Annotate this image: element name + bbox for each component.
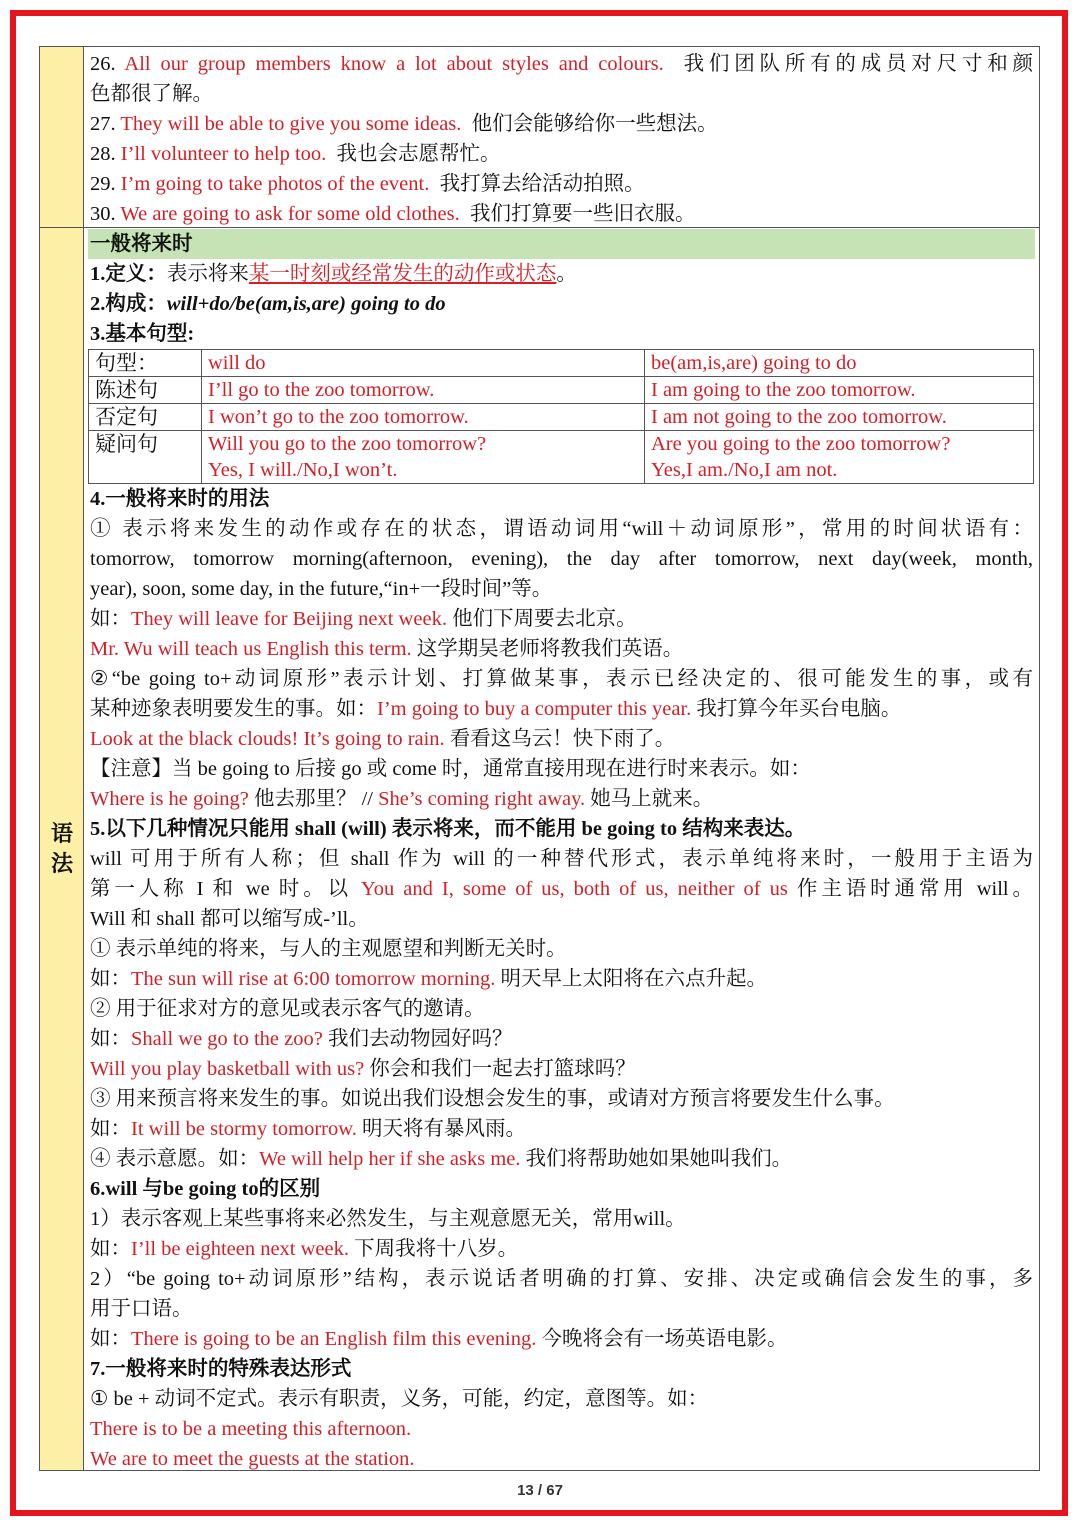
text-line: ②“be going to+动词原形”表示计划、打算做某事，表示已经决定的、很可能发生的事，或有 [90,668,1033,690]
content-table [39,46,1040,1471]
table-cell: Will you go to the zoo tomorrow? Yes, I will./No,I won’t. [202,431,645,484]
text-line: 2）“be going to+动词原形”结构，表示说话者明确的打算、安排、决定或确信会发生的事，多 [90,1268,1033,1290]
side-column [40,47,84,1470]
table-cell: Are you going to the zoo tomorrow? Yes,I am./No,I am not. [645,431,1034,484]
table-cell: be(am,is,are) going to do [645,350,1034,377]
table-row [89,404,1034,431]
text-line: ① 表示将来发生的动作或存在的状态，谓语动词用“will＋动词原形”，常用的时间状语有： [90,518,1033,540]
text-line: 1）表示客观上某些事将来必然发生，与主观意愿无关，常用will。 [90,1208,686,1230]
section-7-title: 7.一般将来时的特殊表达形式 [90,1358,352,1380]
grammar-section [90,229,1033,1474]
example-line: Will you play basketball with us? 你会和我们一起去打篮球吗？ [90,1058,636,1080]
example-line: 如：They will leave for Beijing next week. 他们下周要去北京。 [90,608,637,630]
table-cell: 否定句 [89,404,202,431]
section-5-title: 5.以下几种情况只能用 shall (will) 表示将来，而不能用 be going to 结构来表达。 [90,818,806,840]
vocab-section [90,49,1033,229]
text-line: ① be + 动词不定式。表示有职责，义务，可能，约定，意图等。如： [90,1388,709,1410]
example-line: We are to meet the guests at the station. [90,1448,415,1470]
vocab-line-30: 30. We are going to ask for some old clothes. 我们打算要一些旧衣服。 [90,203,696,225]
text-line: ② 用于征求对方的意见或表示客气的邀请。 [90,998,485,1020]
text-line: tomorrow, tomorrow morning(afternoon, evening), the day after tomorrow, next day(week, month, [90,548,1033,570]
table-row [89,431,1034,484]
example-line: 如：It will be stormy tomorrow. 明天将有暴风雨。 [90,1118,526,1140]
side-label-grammar: 语 法 [50,821,73,877]
table-cell: I won’t go to the zoo tomorrow. [202,404,645,431]
example-line: There is to be a meeting this afternoon. [90,1418,412,1440]
basic-pattern-label: 3.基本句型: [90,323,195,345]
text-line: year), soon, some day, in the future,“in+一段时间”等。 [90,578,553,600]
section-6-title: 6.will 与be going to的区别 [90,1178,321,1200]
text-line: ③ 用来预言将来发生的事。如说出我们设想会发生的事，或请对方预言将要发生什么事。 [90,1088,895,1110]
example-line: Look at the black clouds! It’s going to rain. 看看这乌云！快下雨了。 [90,728,676,750]
example-line: 如：Shall we go to the zoo? 我们去动物园好吗？ [90,1028,513,1050]
definition-line: 1.定义：表示将来某一时刻或经常发生的动作或状态。 [90,263,577,285]
example-line: Mr. Wu will teach us English this term. 这学期吴老师将教我们英语。 [90,638,684,660]
table-cell: I’ll go to the zoo tomorrow. [202,377,645,404]
structure-line: 2.构成：will+do/be(am,is,are) going to do [90,293,446,315]
table-row [89,377,1034,404]
table-cell: will do [202,350,645,377]
text-line: will 可用于所有人称；但 shall 作为 will 的一种替代形式，表示单纯将来时，一般用于主语为 [90,848,1033,870]
vocab-line-26b: 色都很了解。 [90,83,213,105]
table-cell: I am not going to the zoo tomorrow. [645,404,1034,431]
vocab-line-26: 26. All our group members know a lot about styles and colours. 我们团队所有的成员对尺寸和颜 [90,53,1033,75]
text-line: ① 表示单纯的将来，与人的主观愿望和判断无关时。 [90,938,567,960]
vocab-line-29: 29. I’m going to take photos of the event. 我打算去给活动拍照。 [90,173,645,195]
text-line: Will 和 shall 都可以缩写成-’ll。 [90,908,369,930]
sentence-pattern-table [88,349,1034,484]
table-cell: I am going to the zoo tomorrow. [645,377,1034,404]
example-line: 如：I’ll be eighteen next week. 下周我将十八岁。 [90,1238,519,1260]
example-line: 某种迹象表明要发生的事。如：I’m going to buy a computer this year. 我打算今年买台电脑。 [90,698,902,720]
section-heading: 一般将来时 [88,229,1035,259]
table-row [89,350,1034,377]
example-line: 如：There is going to be an English film this evening. 今晚将会有一场英语电影。 [90,1328,788,1350]
page-number: 13 / 67 [517,1482,563,1499]
vocab-line-28: 28. I’ll volunteer to help too. 我也会志愿帮忙。 [90,143,501,165]
table-cell: 句型： [89,350,202,377]
example-line: 如：The sun will rise at 6:00 tomorrow morning. 明天早上太阳将在六点升起。 [90,968,768,990]
table-cell: 疑问句 [89,431,202,484]
text-line: 第一人称 I 和 we 时。以 You and I, some of us, both of us, neither of us 作主语时通常用 will。 [90,878,1033,900]
example-line: Where is he going? 他去那里？ // She’s coming right away. 她马上就来。 [90,788,714,810]
section-4-title: 4.一般将来时的用法 [90,488,270,510]
example-line: ④ 表示意愿。如：We will help her if she asks me. 我们将帮助她如果她叫我们。 [90,1148,793,1170]
text-line: 用于口语。 [90,1298,193,1320]
table-cell: 陈述句 [89,377,202,404]
note-line: 【注意】当 be going to 后接 go 或 come 时，通常直接用现在进行时来表示。如： [90,758,811,780]
vocab-line-27: 27. They will be able to give you some ideas. 他们会能够给你一些想法。 [90,113,718,135]
